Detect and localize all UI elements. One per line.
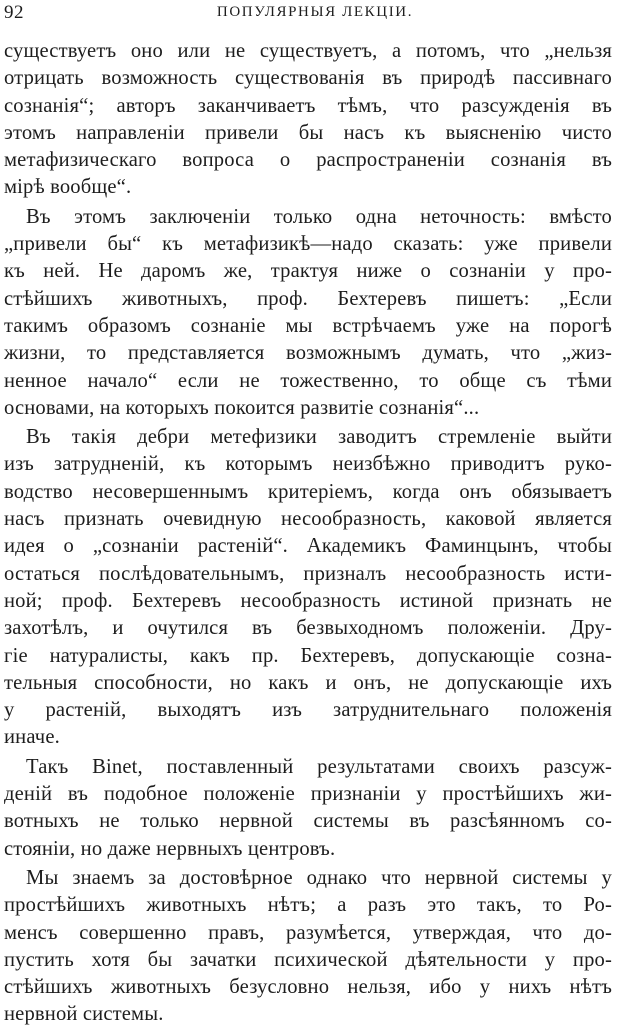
text-line: существуетъ оно или не существуетъ, а потомъ, что „нельзя <box>4 40 612 62</box>
paragraph-1 <box>4 38 612 202</box>
text-line: стояніи, но даже нервныхъ центровъ. <box>4 837 336 860</box>
paragraph-5 <box>4 865 612 1029</box>
text-line: „привели бы“ къ метафизикѣ—надо сказать: уже привели <box>4 233 612 256</box>
paragraph-3 <box>4 424 612 752</box>
text-line: стѣйшихъ животныхъ безусловно нельзя, ибо у нихъ нѣтъ <box>4 976 612 999</box>
body-text <box>4 38 612 1030</box>
text-line: нервной системы. <box>4 1003 164 1026</box>
text-line: этомъ направленіи привели бы насъ къ выясненію чисто <box>4 121 612 144</box>
text-line: основами, на которыхъ покоится развитіе сознанія“... <box>4 396 480 419</box>
page-number: 92 <box>4 2 24 23</box>
text-line: ной; проф. Бехтеревъ несообразность истиной признать не <box>4 589 612 612</box>
text-line: Мы знаемъ за достовѣрное однако что нервной системы у <box>26 866 612 889</box>
text-line: тельныя способности, но какъ и онъ, не допускающіе ихъ <box>4 671 612 694</box>
text-line: жизни, то представляется возможнымъ думать, что „жиз- <box>4 342 612 365</box>
text-line: пустить хотя бы зачатки психической дѣятельности у про- <box>4 948 612 971</box>
text-line: Въ такія дебри метефизики заводитъ стремленіе выйти <box>26 426 612 449</box>
text-line: метафизическаго вопроса о распространеніи сознанія въ <box>4 149 612 172</box>
text-line: такимъ образомъ сознаніе мы встрѣчаемъ уже на порогѣ <box>4 314 612 337</box>
text-line: ненное начало“ если не тожественно, то обще съ тѣми <box>4 369 612 392</box>
text-line: менсъ совершенно правъ, разумѣется, утверждая, что до- <box>4 921 612 944</box>
text-line: простѣйшихъ животныхъ нѣтъ; а разъ это такъ, то Ро- <box>4 894 612 917</box>
paragraph-4 <box>4 754 612 863</box>
text-line: стѣйшихъ животныхъ, проф. Бехтеревъ пишетъ: „Если <box>4 287 612 310</box>
text-line: вотныхъ не только нервной системы въ разсѣянномъ со- <box>4 810 612 833</box>
text-line: изъ затрудненій, къ которымъ неизбѣжно приводитъ руко- <box>4 453 612 476</box>
text-line: деній въ подобное положеніе признаніи у простѣйшихъ жи- <box>4 783 612 806</box>
text-line: у растеній, выходятъ изъ затруднительнаго положенія <box>4 699 612 722</box>
text-line: насъ признать очевидную несообразность, каковой является <box>4 508 612 531</box>
text-line: идея о „сознаніи растеній“. Академикъ Фаминцынъ, чтобы <box>4 535 612 558</box>
text-line: отрицать возможность существованія въ природѣ пассивнаго <box>4 67 612 90</box>
text-line: Въ этомъ заключеніи только одна неточность: вмѣсто <box>26 205 612 228</box>
text-line: остаться послѣдовательнымъ, призналъ несообразность исти- <box>4 562 612 585</box>
text-line: гіе натуралисты, какъ пр. Бехтеревъ, допускающіе созна- <box>4 644 612 667</box>
text-line: къ ней. Не даромъ же, трактуя ниже о сознаніи у про- <box>4 260 612 283</box>
page-header <box>4 2 616 24</box>
text-line: мірѣ вообще“. <box>4 176 132 199</box>
text-line: захотѣлъ, и очутился въ безвыходномъ положеніи. Дру- <box>4 617 612 640</box>
text-line: иначе. <box>4 726 60 749</box>
running-title: ПОПУЛЯРНЫЯ ЛЕКЦІИ. <box>216 4 414 20</box>
text-line: Такъ Binet, поставленный результатами своихъ разсуж- <box>26 755 612 778</box>
text-line: сознанія“; авторъ заканчиваетъ тѣмъ, что разсужденія въ <box>4 94 612 117</box>
text-line: водство несовершеннымъ критеріемъ, когда онъ обязываетъ <box>4 480 612 503</box>
paragraph-2 <box>4 204 612 422</box>
